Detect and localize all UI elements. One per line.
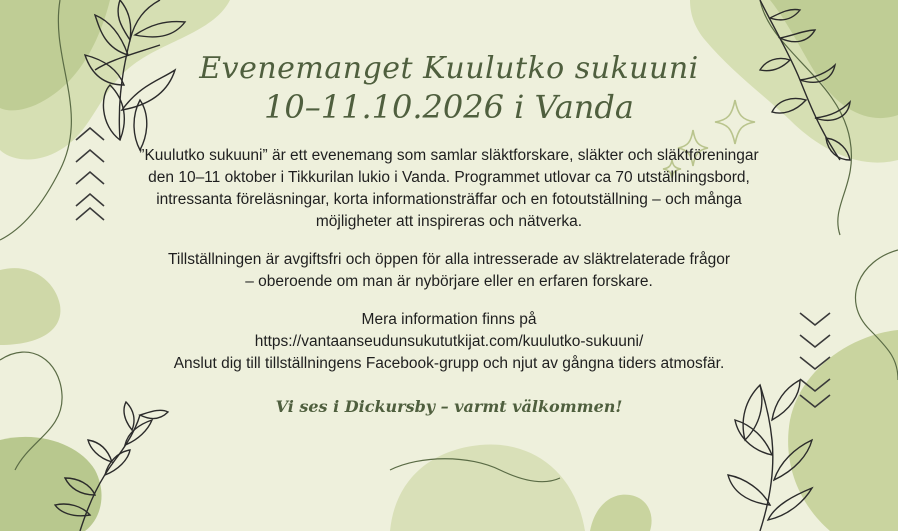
flyer-content (120, 52, 778, 416)
access-paragraph (120, 249, 778, 293)
blob-left-mid (0, 268, 60, 345)
chevron-up-icon (76, 128, 104, 220)
closing-greeting: Vi ses i Dickursby – varmt välkommen! (275, 397, 623, 417)
blob-bottom-center (390, 444, 585, 531)
event-dates: 10–11.10.2026 i Vanda (264, 87, 634, 126)
facebook-line: Anslut dig till tillställningens Facebook-grupp och njut av gångna tiders atmosfär. (173, 355, 725, 373)
blob-bottom-center-small (590, 495, 652, 531)
info-url-link[interactable]: https://vantaanseudunsukututkijat.com/kuulutko-sukuuni/ (254, 333, 644, 351)
intro-line: intressanta föreläsningar, korta informationsträffar och en fotoutställning – och många (156, 191, 742, 209)
access-line: Tillställningen är avgiftsfri och öppen för alla intresserade av släktrelaterade frågor (167, 251, 731, 269)
intro-line: möjligheter att inspireras och nätverka. (315, 213, 583, 231)
event-title: Evenemanget Kuulutko sukuuni (199, 51, 699, 86)
info-lead: Mera information finns på (361, 311, 537, 329)
info-paragraph (120, 309, 778, 375)
access-line: – oberoende om man är nybörjare eller en erfaren forskare. (245, 273, 653, 291)
intro-line: ”Kuulutko sukuuni” är ett evenemang som samlar släktforskare, släkter och släktföreningar (139, 147, 759, 165)
intro-paragraph (120, 145, 778, 233)
intro-line: den 10–11 oktober i Tikkurilan lukio i Vanda. Programmet utlovar ca 70 utställningsbord, (148, 169, 750, 187)
